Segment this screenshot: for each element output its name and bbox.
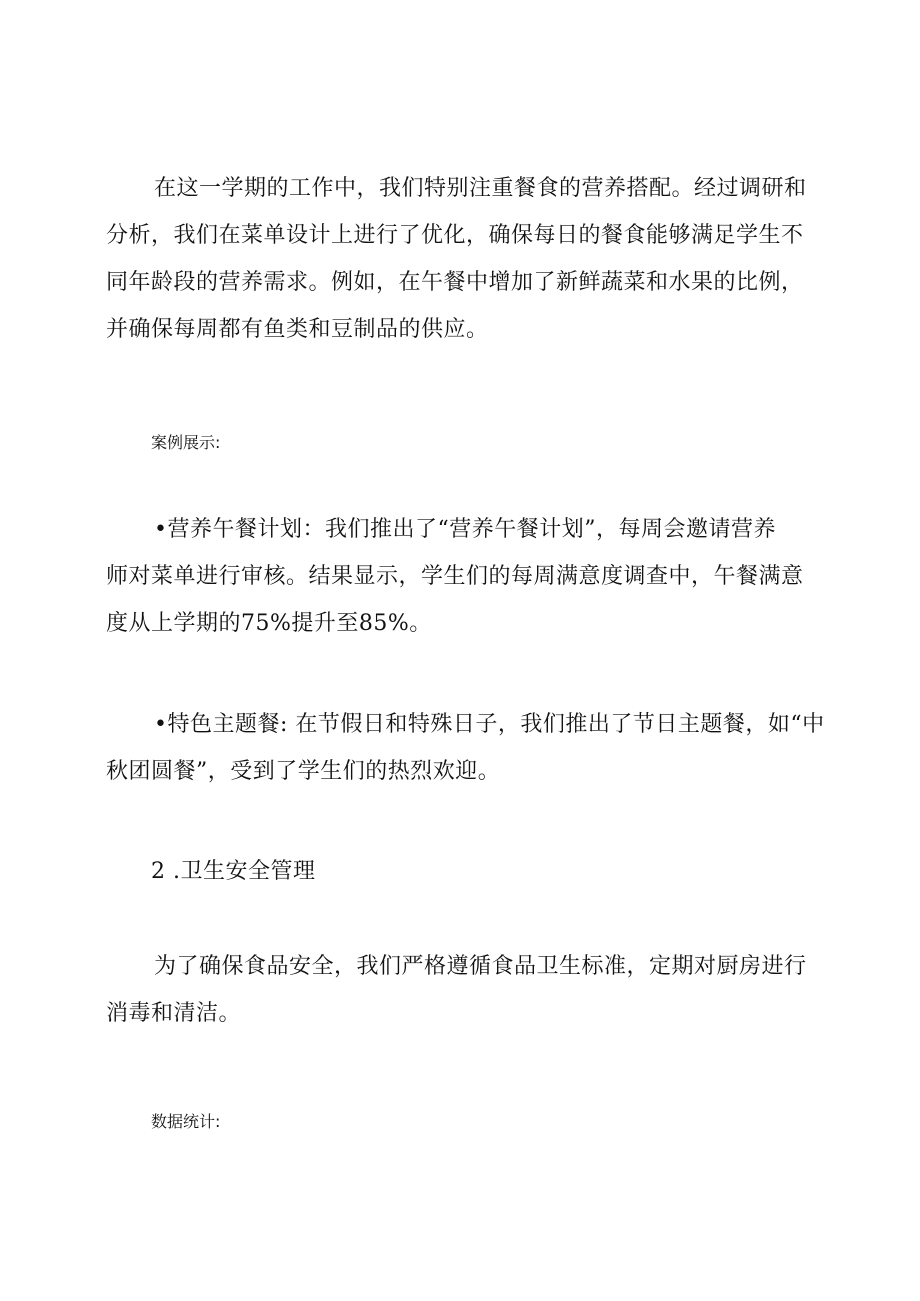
paragraph-line: 消毒和清洁。: [106, 1001, 242, 1026]
case-showcase-label: 案例展示:: [151, 433, 221, 452]
bullet-nutrition-lunch: [106, 506, 826, 647]
data-stats-label: 数据统计:: [151, 1112, 221, 1131]
paragraph-hygiene: [106, 943, 826, 1037]
paragraph-line: 分析，我们在菜单设计上进行了优化，确保每日的餐食能够满足学生不: [106, 223, 804, 248]
paragraph-line: 并确保每周都有鱼类和豆制品的供应。: [106, 317, 489, 342]
paragraph-line: 同年龄段的营养需求。例如，在午餐中增加了新鲜蔬菜和水果的比例，: [106, 270, 804, 295]
bullet-line: •特色主题餐: 在节假日和特殊日子，我们推出了节日主题餐，如“中: [154, 712, 825, 737]
paragraph-nutrition: [106, 165, 826, 353]
bullet-line: 秋团圆餐”，受到了学生们的热烈欢迎。: [106, 759, 501, 784]
bullet-line: 师对菜单进行审核。结果显示，学生们的每周满意度调查中，午餐满意: [106, 564, 804, 589]
section-heading-hygiene: 2 .卫生安全管理: [151, 859, 316, 884]
bullet-theme-meal: [106, 701, 826, 795]
paragraph-line: 为了确保食品安全，我们严格遵循食品卫生标准，定期对厨房进行: [154, 954, 807, 979]
bullet-line: •营养午餐计划：我们推出了“营养午餐计划”，每周会邀请营养: [154, 517, 776, 542]
bullet-line: 度从上学期的75%提升至85%。: [106, 611, 432, 636]
paragraph-line: 在这一学期的工作中，我们特别注重餐食的营养搭配。经过调研和: [154, 176, 807, 201]
